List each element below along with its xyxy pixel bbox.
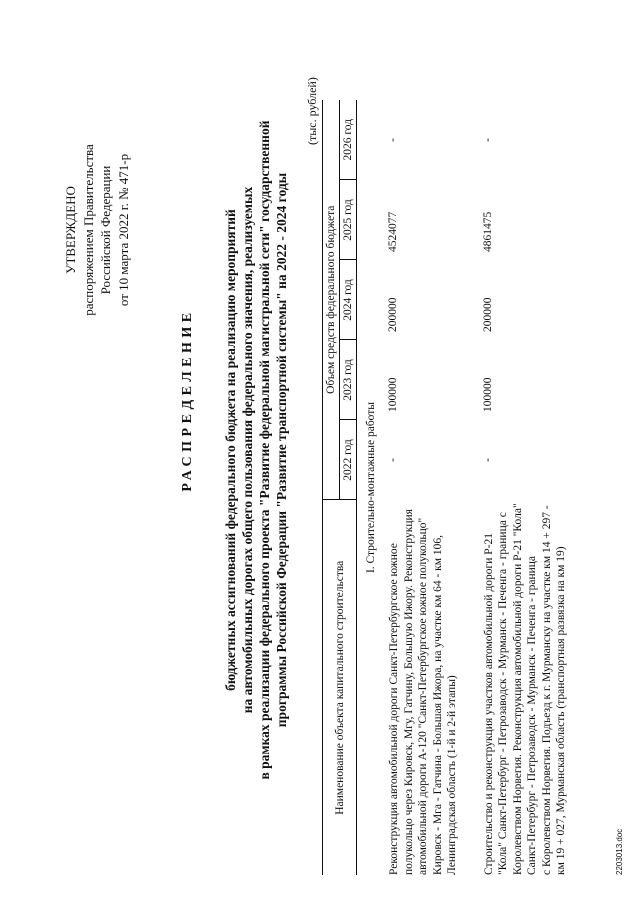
units-label: (тыс. рублей) bbox=[305, 77, 319, 145]
subtitle-line: в рамках реализации федерального проекта "Развитие федеральной магистральной сети" государственной bbox=[257, 120, 272, 780]
object-name bbox=[464, 500, 573, 875]
value-cell: 4524077 bbox=[387, 211, 399, 252]
subtitle-line: бюджетных ассигнований федерального бюджета на реализацию мероприятий bbox=[223, 209, 238, 691]
value-cell: - bbox=[387, 138, 399, 142]
object-name-line: Королевством Норвегия. Реконструкция автомобильной дороги Р-21 "Кола" bbox=[511, 503, 524, 875]
column-header-year: 2022 год bbox=[340, 420, 357, 500]
object-name-line: Строительство и реконструкция участков автомобильной дороги Р-21 bbox=[482, 532, 495, 875]
column-header-budget: Объем средств федерального бюджета bbox=[323, 100, 340, 500]
object-name-line: "Кола" Санкт-Петербург - Петрозаводск - Мурманск - Печенга - граница с bbox=[497, 512, 509, 875]
object-name-line: автомобильной дороги А-120 "Санкт-Петербургское южное полукольцо" bbox=[417, 517, 429, 875]
value-cell: - bbox=[387, 458, 399, 462]
object-name-line: Реконструкция автомобильной дороги Санкт-Петербургское южное bbox=[388, 543, 400, 875]
object-name-line: с Королевством Норвегия. Подъезд к г. Мурманску на участке км 14 + 297 - bbox=[540, 505, 553, 875]
value-cell: 4861475 bbox=[481, 211, 494, 252]
column-header-name: Наименование объекта капитального строительства bbox=[323, 500, 357, 875]
approval-title: УТВЕРЖДЕНО bbox=[63, 186, 78, 274]
subtitle-line: на автомобильных дорогах общего пользования федерального значения, реализуемых bbox=[240, 186, 255, 714]
object-name-line: км 19 + 027, Мурманская область (транспортная развязка на км 19) bbox=[555, 546, 567, 875]
column-header-year: 2026 год bbox=[340, 100, 357, 180]
table-row bbox=[464, 100, 573, 875]
document-subtitle bbox=[222, 95, 290, 805]
object-name-line: полукольцо через Кировск, Мгу, Гатчину, Большую Ижору. Реконструкция bbox=[402, 509, 415, 875]
approval-line: распоряжением Правительства bbox=[80, 144, 96, 316]
value-cell: 200000 bbox=[387, 297, 399, 332]
value-cell: - bbox=[481, 138, 494, 142]
section-title: I. Строительно-монтажные работы bbox=[365, 401, 377, 574]
column-header-year: 2023 год bbox=[340, 340, 357, 420]
column-header-year: 2024 год bbox=[340, 260, 357, 340]
subtitle-line: программы Российской Федерации "Развитие транспортной системы" на 2022 - 2024 годы bbox=[274, 172, 289, 728]
object-name-line: Кировск - Мга - Гатчина - Большая Ижора, на участке км 64 - км 106, bbox=[431, 534, 444, 875]
value-cell: 100000 bbox=[387, 377, 399, 412]
file-name-footer: 2203013.doc bbox=[615, 828, 624, 875]
object-name-line: Ленинградская область (1-й и 2-й этапы) bbox=[446, 675, 458, 875]
approval-line: Российской Федерации bbox=[98, 165, 113, 295]
object-name bbox=[383, 500, 464, 875]
value-cell: 100000 bbox=[481, 377, 494, 412]
value-cell: - bbox=[481, 458, 494, 462]
column-header-year: 2025 год bbox=[340, 180, 357, 260]
document-heading: РАСПРЕДЕЛЕНИЕ bbox=[180, 308, 195, 492]
allocation-table bbox=[322, 100, 573, 875]
value-cell: 200000 bbox=[481, 297, 494, 332]
approval-block bbox=[62, 100, 132, 360]
table-row bbox=[383, 100, 464, 875]
object-name-line: Санкт-Петербург - Петрозаводск - Мурманск - Печенга - граница bbox=[526, 555, 538, 875]
approval-date: от 10 марта 2022 г. № 471-р bbox=[115, 153, 131, 307]
